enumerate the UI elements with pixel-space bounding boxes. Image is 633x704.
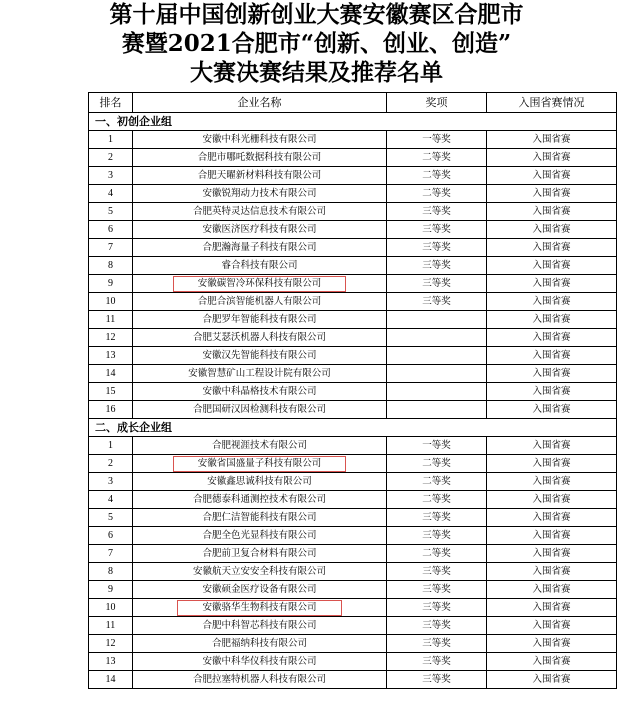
title-line-1: 第十届中国创新创业大赛安徽赛区合肥市 [109,1,524,28]
title-line-3: 大赛决赛结果及推荐名单 [190,59,443,86]
table-row [89,131,617,149]
status-cell: 入围省赛 [487,491,617,509]
document-title [0,0,633,87]
rank-cell: 14 [89,365,133,383]
award-cell [387,329,487,347]
status-cell: 入围省赛 [487,365,617,383]
table-row [89,491,617,509]
company-name-cell: 合肥国研汉因检测科技有限公司 [133,401,387,419]
rank-cell: 2 [89,149,133,167]
status-cell: 入围省赛 [487,347,617,365]
status-cell: 入围省赛 [487,437,617,455]
rank-cell: 2 [89,455,133,473]
rank-cell: 1 [89,131,133,149]
table-row [89,257,617,275]
company-name-cell: 合肥瀚海量子科技有限公司 [133,239,387,257]
award-cell [387,401,487,419]
rank-cell: 3 [89,473,133,491]
company-name-cell: 合肥前卫复合材料有限公司 [133,545,387,563]
rank-cell: 4 [89,491,133,509]
header-award: 奖项 [387,93,487,113]
company-name-cell: 安徽中科晶格技术有限公司 [133,383,387,401]
award-cell [387,383,487,401]
table-row [89,383,617,401]
company-name-cell: 合肥英特灵达信息技术有限公司 [133,203,387,221]
award-cell: 二等奖 [387,491,487,509]
rank-cell: 5 [89,203,133,221]
company-name-cell [133,599,387,617]
award-cell: 三等奖 [387,221,487,239]
status-cell: 入围省赛 [487,545,617,563]
rank-cell: 12 [89,635,133,653]
table-row [89,365,617,383]
table-row [89,149,617,167]
company-name-cell: 合肥中科智芯科技有限公司 [133,617,387,635]
status-cell: 入围省赛 [487,383,617,401]
company-name-cell: 安徽智慧矿山工程设计院有限公司 [133,365,387,383]
award-cell: 三等奖 [387,599,487,617]
table-row [89,599,617,617]
company-name-cell: 安徽中科光栅科技有限公司 [133,131,387,149]
company-name-cell: 合肥仁洁智能科技有限公司 [133,509,387,527]
status-cell: 入围省赛 [487,617,617,635]
table-header-row [89,93,617,113]
company-name-cell [133,275,387,293]
status-cell: 入围省赛 [487,473,617,491]
rank-cell: 6 [89,221,133,239]
company-name-cell: 安徽中科华仪科技有限公司 [133,653,387,671]
rank-cell: 9 [89,581,133,599]
rank-cell: 14 [89,671,133,689]
rank-cell: 12 [89,329,133,347]
award-cell: 二等奖 [387,473,487,491]
company-name-cell: 安徽医济医疗科技有限公司 [133,221,387,239]
table-row [89,203,617,221]
table-row [89,293,617,311]
status-cell: 入围省赛 [487,509,617,527]
results-table [88,92,617,689]
award-cell [387,311,487,329]
company-name-cell: 合肥视涯技术有限公司 [133,437,387,455]
status-cell: 入围省赛 [487,131,617,149]
table-row [89,581,617,599]
table-row [89,437,617,455]
company-name-cell: 安徽航天立安安全科技有限公司 [133,563,387,581]
company-name-cell: 安徽锐翔动力技术有限公司 [133,185,387,203]
rank-cell: 16 [89,401,133,419]
table-row [89,239,617,257]
company-name-cell: 合肥天曜新材料科技有限公司 [133,167,387,185]
rank-cell: 11 [89,617,133,635]
company-name-cell [133,455,387,473]
status-cell: 入围省赛 [487,455,617,473]
table-row [89,563,617,581]
award-cell: 三等奖 [387,257,487,275]
rank-cell: 11 [89,311,133,329]
rank-cell: 1 [89,437,133,455]
award-cell: 三等奖 [387,563,487,581]
company-name-cell: 合肥全色光显科技有限公司 [133,527,387,545]
rank-cell: 10 [89,293,133,311]
rank-cell: 8 [89,563,133,581]
award-cell: 三等奖 [387,203,487,221]
company-name-cell: 睿合科技有限公司 [133,257,387,275]
status-cell: 入围省赛 [487,203,617,221]
award-cell [387,365,487,383]
table-body [89,113,617,689]
award-cell: 三等奖 [387,671,487,689]
table-row [89,401,617,419]
company-name-cell: 合肥拉塞特机器人科技有限公司 [133,671,387,689]
company-name-cell: 合肥罗年智能科技有限公司 [133,311,387,329]
highlighted-company-name: 安徽碳智冷环保科技有限公司 [173,276,347,292]
highlighted-company-name: 安徽骆华生物科技有限公司 [177,600,341,616]
award-cell: 三等奖 [387,653,487,671]
status-cell: 入围省赛 [487,401,617,419]
award-cell: 三等奖 [387,239,487,257]
rank-cell: 3 [89,167,133,185]
rank-cell: 6 [89,527,133,545]
status-cell: 入围省赛 [487,563,617,581]
award-cell: 三等奖 [387,527,487,545]
table-row [89,635,617,653]
status-cell: 入围省赛 [487,257,617,275]
award-cell: 三等奖 [387,509,487,527]
award-cell: 三等奖 [387,293,487,311]
rank-cell: 5 [89,509,133,527]
title-line-2: 赛暨2021合肥市“创新、创业、创造” [121,30,512,57]
award-cell [387,347,487,365]
status-cell: 入围省赛 [487,671,617,689]
award-cell: 三等奖 [387,275,487,293]
section-label: 二、成长企业组 [89,419,617,437]
table-row [89,185,617,203]
company-name-cell: 安徽汉先智能科技有限公司 [133,347,387,365]
table-row [89,653,617,671]
company-name-cell: 合肥福纳科技有限公司 [133,635,387,653]
status-cell: 入围省赛 [487,527,617,545]
status-cell: 入围省赛 [487,275,617,293]
status-cell: 入围省赛 [487,653,617,671]
company-name-cell: 安徽硕金医疗设备有限公司 [133,581,387,599]
header-rank: 排名 [89,93,133,113]
table-row [89,455,617,473]
company-name-cell: 合肥艾瑟沃机器人科技有限公司 [133,329,387,347]
table-row [89,527,617,545]
table-row [89,275,617,293]
award-cell: 三等奖 [387,617,487,635]
award-cell: 三等奖 [387,581,487,599]
header-company-name: 企业名称 [133,93,387,113]
highlighted-company-name: 安徽省国盛量子科技有限公司 [173,456,347,472]
rank-cell: 8 [89,257,133,275]
award-cell: 二等奖 [387,545,487,563]
rank-cell: 9 [89,275,133,293]
rank-cell: 13 [89,653,133,671]
table-row [89,311,617,329]
table-row [89,545,617,563]
section-row [89,113,617,131]
status-cell: 入围省赛 [487,239,617,257]
rank-cell: 13 [89,347,133,365]
status-cell: 入围省赛 [487,221,617,239]
award-cell: 二等奖 [387,167,487,185]
rank-cell: 4 [89,185,133,203]
rank-cell: 10 [89,599,133,617]
rank-cell: 7 [89,239,133,257]
status-cell: 入围省赛 [487,149,617,167]
award-cell: 二等奖 [387,149,487,167]
status-cell: 入围省赛 [487,581,617,599]
award-cell: 一等奖 [387,437,487,455]
rank-cell: 7 [89,545,133,563]
award-cell: 二等奖 [387,185,487,203]
status-cell: 入围省赛 [487,635,617,653]
award-cell: 二等奖 [387,455,487,473]
status-cell: 入围省赛 [487,185,617,203]
award-cell: 一等奖 [387,131,487,149]
section-row [89,419,617,437]
company-name-cell: 安徽鑫思诚科技有限公司 [133,473,387,491]
company-name-cell: 合肥市哪吒数据科技有限公司 [133,149,387,167]
company-name-cell: 合肥合滨智能机器人有限公司 [133,293,387,311]
section-label: 一、初创企业组 [89,113,617,131]
status-cell: 入围省赛 [487,329,617,347]
rank-cell: 15 [89,383,133,401]
company-name-cell: 合肥德泰科通测控技术有限公司 [133,491,387,509]
table-row [89,221,617,239]
status-cell: 入围省赛 [487,311,617,329]
table-row [89,167,617,185]
status-cell: 入围省赛 [487,167,617,185]
award-cell: 三等奖 [387,635,487,653]
table-row [89,473,617,491]
table-row [89,617,617,635]
status-cell: 入围省赛 [487,293,617,311]
header-provincial-status: 入围省赛情况 [487,93,617,113]
table-row [89,329,617,347]
table-row [89,509,617,527]
table-row [89,347,617,365]
status-cell: 入围省赛 [487,599,617,617]
table-row [89,671,617,689]
